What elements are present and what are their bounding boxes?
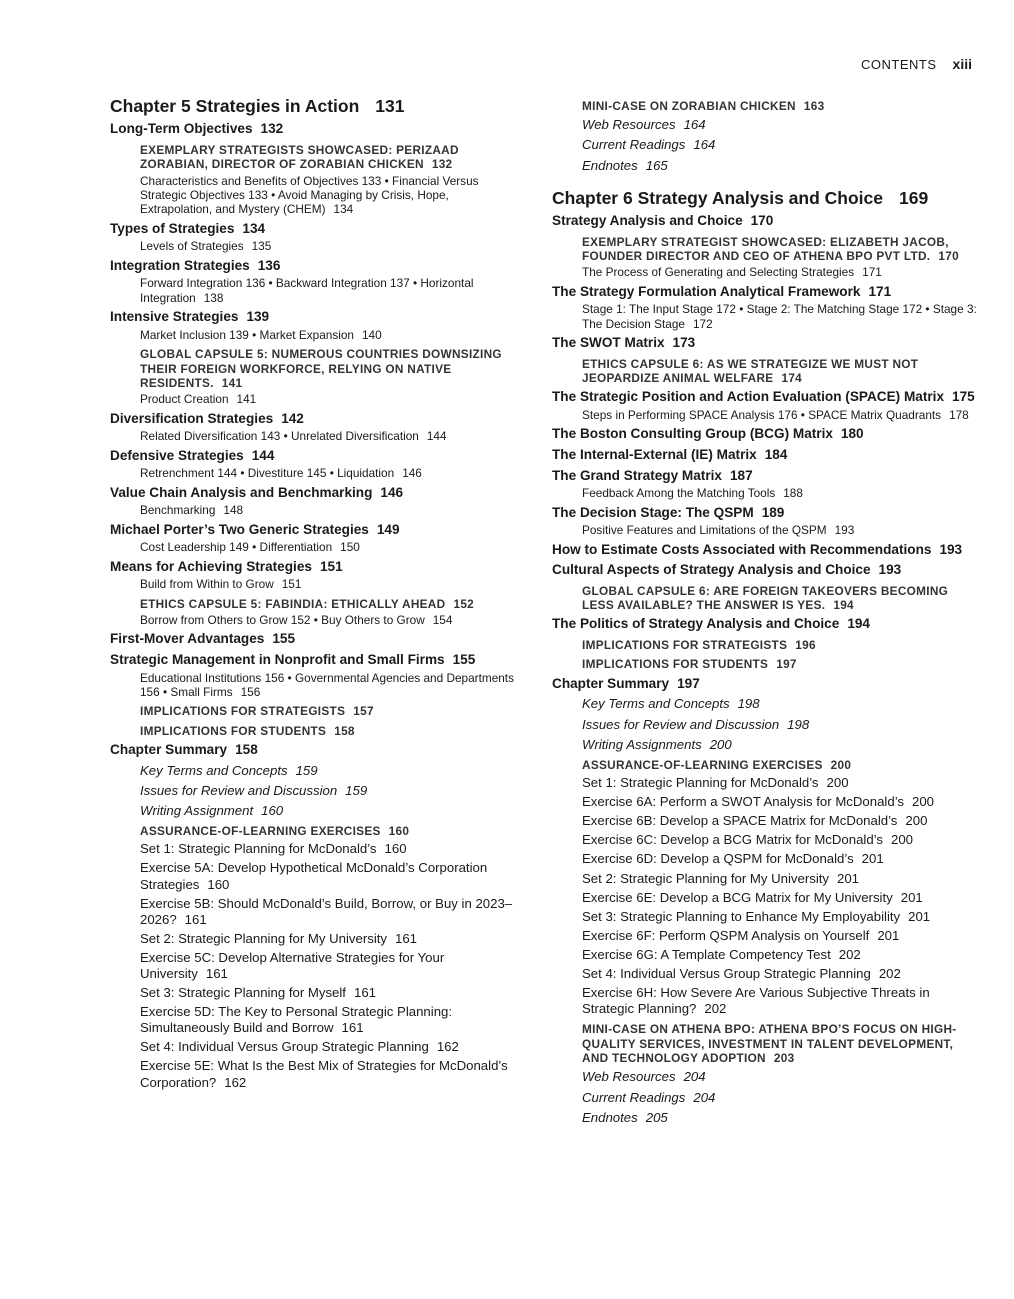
toc-entry-title: Exercise 5C: Develop Alternative Strategies for Your University — [140, 949, 445, 981]
toc-entry-title: Retrenchment 144 • Divestiture 145 • Liquidation — [140, 466, 395, 481]
toc-entry-page: 170 — [750, 213, 774, 229]
toc-entry-title: The Strategy Formulation Analytical Framework — [552, 283, 861, 299]
toc-entry-title: Exercise 5E: What Is the Best Mix of Strategies for McDonald’s Corporation? — [140, 1058, 508, 1090]
toc-entry-title: IMPLICATIONS FOR STUDENTS — [582, 657, 769, 672]
toc-entry-ital — [582, 117, 982, 133]
toc-entry-plain — [582, 775, 982, 791]
toc-entry-page: 160 — [384, 841, 407, 857]
toc-entry-title: Steps in Performing SPACE Analysis 176 • SPACE Matrix Quadrants — [582, 408, 942, 423]
toc-entry-section — [552, 542, 982, 559]
toc-entry-page: 149 — [376, 521, 400, 537]
toc-entry-page: 152 — [453, 596, 475, 611]
toc-entry-title: Positive Features and Limitations of the QSPM — [582, 523, 827, 538]
toc-entry-page: 194 — [833, 598, 854, 613]
toc-entry-section — [110, 121, 520, 138]
toc-entry-page: 161 — [341, 1020, 364, 1036]
toc-entry-caps — [582, 1022, 982, 1065]
toc-entry-page: 161 — [353, 985, 376, 1001]
toc-entry-caps — [140, 724, 520, 738]
toc-entry-page: 201 — [908, 908, 931, 924]
toc-entry-plain — [140, 950, 520, 982]
toc-entry-page: 162 — [436, 1039, 459, 1055]
toc-entry-caps — [582, 235, 982, 264]
toc-entry-title: Endnotes — [582, 1109, 638, 1125]
toc-entry-ital — [582, 1090, 982, 1106]
toc-entry-sub — [140, 174, 520, 217]
toc-entry-page: 201 — [900, 889, 923, 905]
toc-entry-ital — [582, 137, 982, 153]
toc-entry-title: Issues for Review and Discussion — [140, 782, 338, 798]
toc-entry-page: 138 — [203, 290, 224, 305]
toc-entry-title: Strategy Analysis and Choice — [552, 213, 743, 229]
header-page-number: xiii — [952, 56, 972, 72]
toc-entry-page: 141 — [236, 392, 257, 407]
toc-entry-caps — [140, 704, 520, 718]
toc-entry-page: 178 — [949, 408, 969, 423]
toc-entry-title: Characteristics and Benefits of Objectives 133 • Financial Versus Strategic Objectives 133 • Avoid Managing by Crisis, Hope, Extrapolation, and Mystery (CHEM) — [140, 173, 479, 217]
toc-entry-title: Market Inclusion 139 • Market Expansion — [140, 327, 354, 342]
toc-entry-section — [552, 284, 982, 301]
toc-entry-page: 200 — [826, 775, 849, 791]
toc-entry-sub — [140, 613, 520, 627]
toc-entry-page: 202 — [838, 946, 861, 962]
toc-entry-title: Set 3: Strategic Planning to Enhance My Employability — [582, 908, 901, 924]
toc-entry-title: Strategic Management in Nonprofit and Small Firms — [110, 651, 445, 667]
toc-entry-page: 180 — [840, 426, 864, 442]
toc-entry-page: 205 — [645, 1109, 668, 1125]
toc-entry-plain — [582, 909, 982, 925]
toc-entry-title: Cultural Aspects of Strategy Analysis and Choice — [552, 562, 871, 578]
toc-entry-page: 200 — [709, 736, 732, 752]
toc-entry-plain — [582, 985, 982, 1017]
running-header — [861, 56, 972, 72]
toc-entry-title: MINI-CASE ON ZORABIAN CHICKEN — [582, 99, 796, 113]
toc-entry-page: 187 — [729, 467, 753, 483]
toc-entry-page: 163 — [803, 99, 825, 113]
toc-entry-page: 142 — [281, 410, 304, 426]
toc-entry-sub — [582, 486, 982, 500]
toc-entry-title: Exercise 5D: The Key to Personal Strategic Planning: Simultaneously Build and Borrow — [140, 1004, 453, 1036]
toc-entry-section — [552, 335, 982, 352]
toc-entry-page: 155 — [452, 651, 476, 667]
toc-entry-title: Stage 1: The Input Stage 172 • Stage 2: The Matching Stage 172 • Stage 3: The Decision Stage — [582, 302, 977, 331]
toc-entry-title: ASSURANCE-OF-LEARNING EXERCISES — [140, 823, 381, 838]
toc-entry-title: Exercise 6E: Develop a BCG Matrix for My University — [582, 889, 893, 905]
toc-entry-title: How to Estimate Costs Associated with Recommendations — [552, 541, 932, 557]
toc-entry-page: 197 — [677, 675, 700, 691]
toc-entry-page: 189 — [761, 504, 785, 520]
toc-entry-title: Key Terms and Concepts — [140, 762, 288, 778]
toc-entry-ital — [582, 158, 982, 174]
toc-entry-page: 193 — [878, 562, 902, 578]
toc-entry-plain — [582, 966, 982, 982]
toc-entry-plain — [582, 928, 982, 944]
toc-entry-page: 200 — [905, 813, 928, 829]
toc-entry-title: Types of Strategies — [110, 220, 235, 236]
toc-right-column — [552, 94, 982, 1126]
toc-entry-title: Web Resources — [582, 1069, 676, 1085]
toc-entry-caps — [582, 99, 982, 113]
toc-entry-ital — [582, 696, 982, 712]
toc-entry-title: Michael Porter’s Two Generic Strategies — [110, 521, 369, 537]
toc-entry-title: Borrow from Others to Grow 152 • Buy Others to Grow — [140, 612, 425, 627]
toc-entry-page: 201 — [861, 851, 884, 867]
toc-entry-page: 200 — [890, 832, 913, 848]
toc-entry-page: 170 — [938, 248, 959, 263]
toc-entry-title: ASSURANCE-OF-LEARNING EXERCISES — [582, 757, 823, 772]
toc-entry-plain — [582, 794, 982, 810]
toc-entry-page: 151 — [319, 558, 343, 574]
toc-entry-page: 197 — [776, 657, 797, 672]
toc-entry-title: The Strategic Position and Action Evaluation (SPACE) Matrix — [552, 389, 945, 405]
toc-entry-plain — [582, 890, 982, 906]
toc-entry-title: Related Diversification 143 • Unrelated Diversification — [140, 429, 419, 444]
toc-entry-page: 141 — [221, 375, 243, 390]
toc-entry-page: 204 — [683, 1069, 706, 1085]
toc-entry-page: 161 — [395, 930, 418, 946]
toc-entry-caps — [582, 758, 982, 772]
toc-entry-title: Current Readings — [582, 1089, 686, 1105]
toc-entry-title: Set 2: Strategic Planning for My University — [140, 930, 388, 946]
toc-entry-sub — [140, 671, 520, 700]
toc-entry-caps — [140, 143, 520, 172]
toc-entry-chapter — [552, 188, 982, 209]
toc-entry-page: 131 — [375, 96, 405, 116]
toc-entry-plain — [582, 851, 982, 867]
toc-entry-title: Integration Strategies — [110, 257, 250, 273]
toc-entry-title: The Politics of Strategy Analysis and Choice — [552, 616, 840, 632]
toc-entry-title: Writing Assignments — [582, 736, 702, 752]
toc-entry-plain — [582, 871, 982, 887]
toc-entry-plain — [140, 1039, 520, 1055]
toc-entry-sub — [140, 466, 520, 480]
toc-entry-title: Set 3: Strategic Planning for Myself — [140, 985, 346, 1001]
toc-entry-title: Intensive Strategies — [110, 309, 239, 325]
toc-entry-sub — [582, 523, 982, 537]
toc-entry-title: Diversification Strategies — [110, 410, 274, 426]
toc-entry-title: Chapter 6 Strategy Analysis and Choice — [552, 187, 883, 208]
toc-entry-title: Exercise 6H: How Severe Are Various Subjective Threats in Strategic Planning? — [582, 985, 930, 1017]
toc-entry-plain — [140, 985, 520, 1001]
toc-entry-page: 198 — [787, 716, 810, 732]
toc-entry-plain — [140, 896, 520, 928]
toc-entry-title: The Decision Stage: The QSPM — [552, 504, 754, 520]
toc-entry-title: Cost Leadership 149 • Differentiation — [140, 540, 333, 555]
toc-entry-title: ETHICS CAPSULE 6: AS WE STRATEGIZE WE MUST NOT JEOPARDIZE ANIMAL WELFARE — [582, 356, 919, 386]
toc-entry-page: 139 — [246, 309, 270, 325]
toc-entry-sub — [582, 265, 982, 279]
toc-entry-sub — [140, 239, 520, 253]
toc-entry-section — [110, 522, 520, 539]
toc-entry-page: 146 — [402, 466, 422, 481]
toc-entry-title: Exercise 6B: Develop a SPACE Matrix for McDonald’s — [582, 813, 898, 829]
toc-entry-title: The Process of Generating and Selecting Strategies — [582, 265, 855, 280]
toc-entry-ital — [582, 1110, 982, 1126]
toc-entry-title: Exercise 6D: Develop a QSPM for McDonald’s — [582, 851, 854, 867]
toc-entry-page: 160 — [388, 823, 410, 838]
toc-entry-page: 154 — [432, 612, 453, 627]
toc-entry-ital — [582, 737, 982, 753]
toc-entry-title: The Boston Consulting Group (BCG) Matrix — [552, 426, 833, 442]
toc-entry-ital — [582, 717, 982, 733]
toc-entry-caps — [582, 584, 982, 613]
toc-entry-page: 169 — [898, 187, 929, 208]
toc-entry-page: 159 — [295, 762, 318, 778]
toc-entry-title: The Internal-External (IE) Matrix — [552, 447, 757, 463]
toc-entry-section — [552, 505, 982, 522]
toc-entry-sub — [140, 328, 520, 342]
toc-entry-title: Endnotes — [582, 157, 638, 173]
toc-entry-title: Exercise 6A: Perform a SWOT Analysis for McDonald’s — [582, 794, 904, 810]
toc-entry-title: EXEMPLARY STRATEGISTS SHOWCASED: PERIZAAD ZORABIAN, DIRECTOR OF ZORABIAN CHICKEN — [140, 142, 459, 172]
toc-entry-ital — [140, 783, 520, 799]
toc-entry-page: 150 — [340, 540, 360, 555]
toc-entry-ital — [140, 803, 520, 819]
toc-entry-section — [552, 213, 982, 230]
toc-entry-page: 156 — [240, 684, 261, 699]
toc-entry-page: 194 — [847, 616, 870, 632]
toc-entry-section — [552, 676, 982, 693]
toc-entry-section — [110, 652, 520, 669]
toc-entry-page: 193 — [834, 523, 855, 538]
toc-entry-page: 134 — [333, 202, 354, 217]
toc-entry-title: Exercise 6F: Perform QSPM Analysis on Yourself — [582, 927, 870, 943]
toc-entry-title: Web Resources — [582, 117, 676, 133]
toc-entry-title: Set 1: Strategic Planning for McDonald’s — [140, 841, 377, 857]
toc-entry-title: Set 2: Strategic Planning for My University — [582, 870, 830, 886]
toc-entry-page: 173 — [672, 335, 696, 351]
toc-entry-section — [552, 562, 982, 579]
toc-entry-page: 144 — [251, 447, 275, 463]
toc-entry-page: 204 — [693, 1089, 716, 1105]
toc-entry-title: The SWOT Matrix — [552, 335, 665, 351]
toc-entry-title: Forward Integration 136 • Backward Integration 137 • Horizontal Integration — [140, 276, 474, 305]
toc-entry-page: 193 — [939, 541, 963, 557]
toc-entry-ital — [582, 1069, 982, 1085]
toc-entry-page: 174 — [781, 371, 803, 386]
toc-entry-sub — [140, 276, 520, 305]
toc-entry-chapter — [110, 96, 520, 117]
toc-entry-page: 203 — [773, 1051, 795, 1066]
toc-entry-title: Writing Assignment — [140, 802, 254, 818]
toc-entry-page: 134 — [242, 220, 266, 236]
toc-entry-section — [110, 485, 520, 502]
toc-entry-plain — [140, 931, 520, 947]
toc-entry-page: 164 — [683, 117, 706, 133]
toc-entry-title: Defensive Strategies — [110, 447, 244, 463]
toc-entry-page: 160 — [261, 802, 284, 818]
toc-entry-page: 165 — [645, 157, 668, 173]
toc-entry-section — [110, 448, 520, 465]
toc-entry-title: IMPLICATIONS FOR STRATEGISTS — [140, 704, 346, 719]
toc-entry-page: 159 — [345, 782, 368, 798]
toc-entry-page: 188 — [783, 486, 803, 501]
toc-entry-page: 200 — [911, 794, 934, 810]
toc-entry-sub — [140, 540, 520, 554]
toc-entry-section — [110, 411, 520, 428]
toc-entry-plain — [140, 1004, 520, 1036]
toc-entry-caps — [140, 824, 520, 838]
toc-entry-page: 148 — [223, 503, 244, 518]
toc-entry-section — [110, 559, 520, 576]
toc-entry-page: 171 — [862, 265, 882, 280]
toc-entry-plain — [582, 832, 982, 848]
toc-entry-plain — [140, 841, 520, 857]
toc-entry-page: 161 — [205, 965, 228, 981]
toc-entry-page: 160 — [207, 876, 230, 892]
toc-entry-plain — [140, 860, 520, 892]
toc-entry-sub — [140, 429, 520, 443]
toc-entry-page: 201 — [837, 870, 860, 886]
toc-entry-page: 144 — [426, 429, 447, 444]
toc-entry-title: Value Chain Analysis and Benchmarking — [110, 484, 373, 500]
toc-entry-title: Exercise 6G: A Template Competency Test — [582, 946, 831, 962]
toc-entry-plain — [582, 947, 982, 963]
toc-entry-title: First-Mover Advantages — [110, 631, 265, 647]
toc-entry-title: IMPLICATIONS FOR STUDENTS — [140, 723, 327, 738]
toc-entry-title: Issues for Review and Discussion — [582, 716, 780, 732]
toc-entry-page: 157 — [353, 704, 374, 719]
toc-entry-plain — [140, 1058, 520, 1090]
toc-entry-title: Current Readings — [582, 137, 686, 153]
toc-entry-section — [110, 309, 520, 326]
toc-entry-page: 132 — [260, 121, 284, 137]
toc-entry-title: Chapter 5 Strategies in Action — [110, 96, 360, 116]
toc-entry-title: Key Terms and Concepts — [582, 696, 730, 712]
toc-entry-page: 184 — [764, 447, 788, 463]
toc-entry-page: 135 — [251, 239, 272, 254]
toc-entry-caps — [582, 657, 982, 671]
toc-entry-page: 196 — [795, 638, 816, 653]
toc-entry-section — [552, 468, 982, 485]
toc-entry-page: 171 — [868, 283, 892, 299]
toc-entry-page: 164 — [693, 137, 716, 153]
toc-entry-sub — [582, 408, 982, 422]
toc-entry-page: 146 — [380, 484, 404, 500]
toc-entry-ital — [140, 763, 520, 779]
toc-entry-caps — [140, 347, 520, 390]
toc-entry-page: 202 — [704, 1001, 727, 1017]
toc-entry-page: 201 — [877, 927, 900, 943]
toc-entry-page: 172 — [692, 316, 713, 331]
toc-entry-plain — [582, 813, 982, 829]
toc-entry-title: Benchmarking — [140, 503, 216, 518]
toc-entry-section — [552, 426, 982, 443]
toc-entry-title: ETHICS CAPSULE 5: FABINDIA: ETHICALLY AHEAD — [140, 596, 446, 611]
toc-entry-title: Chapter Summary — [552, 675, 670, 691]
toc-entry-sub — [140, 577, 520, 591]
toc-entry-section — [110, 631, 520, 648]
toc-entry-title: Educational Institutions 156 • Governmental Agencies and Departments 156 • Small Firms — [140, 670, 514, 699]
toc-entry-title: MINI-CASE ON ATHENA BPO: ATHENA BPO’S FOCUS ON HIGH-QUALITY SERVICES, INVESTMENT IN TALENT DEVELOPMENT, AND TECHNOLOGY ADOPTION — [582, 1022, 957, 1066]
toc-entry-page: 151 — [281, 577, 302, 592]
toc-entry-title: Means for Achieving Strategies — [110, 558, 312, 574]
toc-entry-sub — [140, 392, 520, 406]
header-label: CONTENTS — [861, 57, 937, 72]
toc-entry-title: Set 4: Individual Versus Group Strategic Planning — [140, 1039, 429, 1055]
toc-entry-page: 162 — [224, 1074, 247, 1090]
toc-entry-page: 202 — [878, 966, 901, 982]
toc-entry-title: IMPLICATIONS FOR STRATEGISTS — [582, 638, 788, 653]
toc-entry-page: 132 — [431, 157, 453, 172]
toc-entry-title: EXEMPLARY STRATEGIST SHOWCASED: ELIZABETH JACOB, FOUNDER DIRECTOR AND CEO OF ATHENA BPO PVT LTD. — [582, 234, 949, 263]
toc-entry-page: 136 — [257, 257, 281, 273]
toc-entry-title: Long-Term Objectives — [110, 121, 253, 137]
toc-entry-page: 198 — [737, 696, 760, 712]
toc-entry-section — [552, 447, 982, 464]
toc-entry-title: Levels of Strategies — [140, 239, 244, 254]
toc-entry-caps — [582, 638, 982, 652]
toc-entry-page: 158 — [235, 742, 258, 758]
toc-entry-page: 200 — [830, 757, 852, 772]
toc-entry-title: The Grand Strategy Matrix — [552, 467, 722, 483]
toc-entry-title: Set 4: Individual Versus Group Strategic Planning — [582, 966, 871, 982]
toc-entry-section — [110, 742, 520, 759]
toc-entry-page: 140 — [361, 327, 382, 342]
toc-entry-title: Feedback Among the Matching Tools — [582, 486, 776, 501]
toc-entry-title: Exercise 5B: Should McDonald’s Build, Borrow, or Buy in 2023–2026? — [140, 895, 513, 927]
toc-left-column — [110, 94, 520, 1091]
toc-entry-sub — [140, 503, 520, 517]
toc-entry-title: Set 1: Strategic Planning for McDonald’s — [582, 775, 819, 791]
toc-entry-section — [110, 221, 520, 238]
toc-entry-title: Build from Within to Grow — [140, 577, 274, 592]
toc-entry-sub — [582, 302, 982, 331]
toc-entry-page: 161 — [184, 911, 207, 927]
toc-entry-page: 155 — [272, 631, 296, 647]
toc-entry-title: Exercise 6C: Develop a BCG Matrix for McDonald’s — [582, 832, 883, 848]
toc-entry-caps — [582, 357, 982, 386]
toc-entry-section — [110, 258, 520, 275]
toc-entry-page: 158 — [334, 723, 355, 738]
toc-entry-section — [552, 389, 982, 406]
toc-entry-caps — [140, 597, 520, 611]
toc-entry-title: Exercise 5A: Develop Hypothetical McDonald’s Corporation Strategies — [140, 860, 488, 892]
toc-entry-section — [552, 616, 982, 633]
toc-entry-title: GLOBAL CAPSULE 5: NUMEROUS COUNTRIES DOWNSIZING THEIR FOREIGN WORKFORCE, RELYING ON NATIVE RESIDENTS. — [140, 347, 502, 390]
toc-entry-title: Chapter Summary — [110, 742, 228, 758]
toc-entry-page: 175 — [952, 389, 975, 405]
toc-entry-title: Product Creation — [140, 392, 229, 407]
toc-entry-title: GLOBAL CAPSULE 6: ARE FOREIGN TAKEOVERS BECOMING LESS AVAILABLE? THE ANSWER IS YES. — [582, 583, 949, 613]
